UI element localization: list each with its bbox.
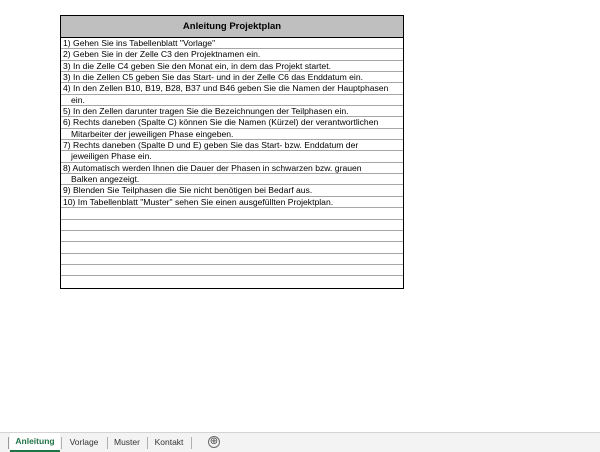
table-row[interactable]: ein. <box>61 95 403 106</box>
table-row[interactable] <box>61 231 403 242</box>
table-row[interactable]: Mitarbeiter der jeweiligen Phase eingeben. <box>61 129 403 140</box>
table-row[interactable] <box>61 254 403 265</box>
table-row[interactable]: 8) Automatisch werden Ihnen die Dauer der Phasen in schwarzen bzw. grauen <box>61 163 403 174</box>
table-row[interactable] <box>61 220 403 231</box>
instruction-table <box>60 15 404 289</box>
table-title[interactable]: Anleitung Projektplan <box>61 16 403 38</box>
table-row[interactable]: 1) Gehen Sie ins Tabellenblatt "Vorlage" <box>61 38 403 49</box>
table-row[interactable]: 9) Blenden Sie Teilphasen die Sie nicht benötigen bei Bedarf aus. <box>61 185 403 196</box>
tab-divider <box>191 437 192 449</box>
table-row[interactable] <box>61 265 403 276</box>
tab-nav-divider <box>8 437 9 449</box>
tab-anleitung[interactable]: Anleitung <box>10 433 60 452</box>
table-row[interactable]: 4) In den Zellen B10, B19, B28, B37 und B46 geben Sie die Namen der Hauptphasen <box>61 83 403 94</box>
tab-kontakt[interactable]: Kontakt <box>154 437 184 447</box>
table-row[interactable]: 2) Geben Sie in der Zelle C3 den Projektnamen ein. <box>61 49 403 60</box>
table-row[interactable]: 3) In die Zelle C4 geben Sie den Monat ein, in dem das Projekt startet. <box>61 61 403 72</box>
table-row[interactable]: 7) Rechts daneben (Spalte D und E) geben Sie das Start- bzw. Enddatum der <box>61 140 403 151</box>
table-row[interactable] <box>61 276 403 287</box>
table-row[interactable]: jeweiligen Phase ein. <box>61 151 403 162</box>
table-row[interactable] <box>61 208 403 219</box>
sheet-tab-bar <box>0 432 600 452</box>
table-row[interactable]: 10) Im Tabellenblatt "Muster" sehen Sie einen ausgefüllten Projektplan. <box>61 197 403 208</box>
table-row[interactable]: 5) In den Zellen darunter tragen Sie die Bezeichnungen der Teilphasen ein. <box>61 106 403 117</box>
table-row[interactable]: 6) Rechts daneben (Spalte C) können Sie die Namen (Kürzel) der verantwortlichen <box>61 117 403 128</box>
table-row[interactable]: Balken angezeigt. <box>61 174 403 185</box>
table-row[interactable] <box>61 242 403 253</box>
tab-vorlage[interactable]: Vorlage <box>69 437 99 447</box>
table-row[interactable]: 3) In die Zellen C5 geben Sie das Start- und in der Zelle C6 das Enddatum ein. <box>61 72 403 83</box>
tab-muster[interactable]: Muster <box>114 437 140 447</box>
add-sheet-icon[interactable]: ⊕ <box>209 436 219 447</box>
